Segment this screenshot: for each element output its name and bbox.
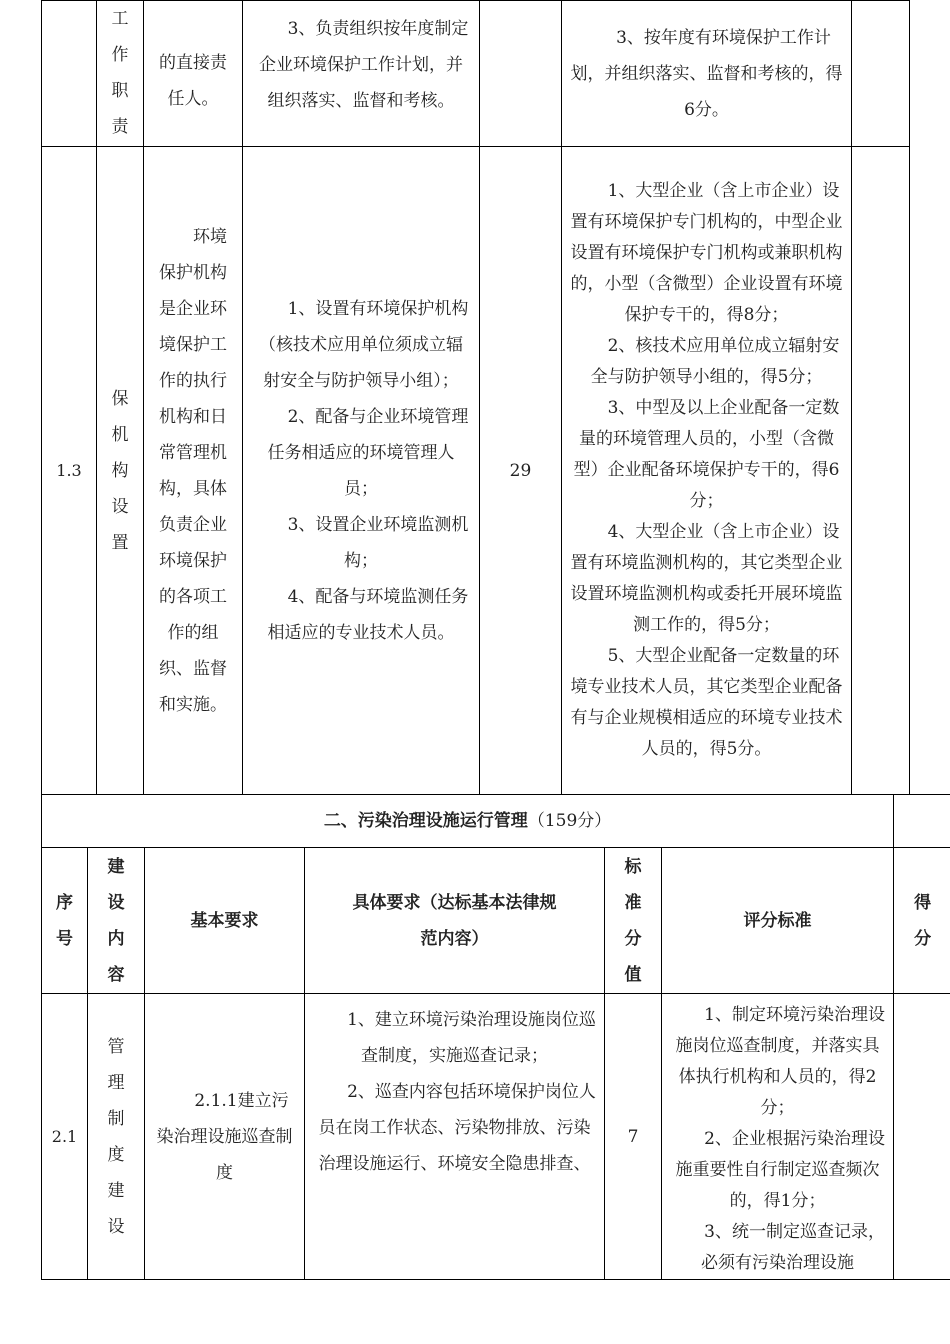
header-content-text: 建设内容 bbox=[107, 856, 125, 985]
content-cell bbox=[88, 994, 145, 1280]
basic-cell bbox=[144, 147, 243, 795]
basic-text: 环境保护机构是企业环境保护工作的执行机构和日常管理机构，具体负责企业环境保护的各项工作的组织、监督和实施。 bbox=[159, 226, 227, 715]
scoring-item: 3、中型及以上企业配备一定数量的环境管理人员的，小型（含微型）企业配备环境保护专干的，得6分； bbox=[573, 398, 840, 511]
row-index: 2.1 bbox=[51, 1126, 78, 1146]
table-row bbox=[42, 994, 950, 1280]
header-content bbox=[88, 848, 145, 994]
basic-cell bbox=[144, 1, 243, 147]
table-row bbox=[42, 1, 910, 147]
specific-cell bbox=[243, 147, 480, 795]
scoring-item: 1、大型企业（含上市企业）设置有环境保护专门机构的，中型企业设置有环境保护专门机构或兼职机构的，小型（含微型）企业设置有环境保护专干的，得8分； bbox=[570, 181, 843, 325]
score-cell bbox=[852, 147, 910, 795]
specific-item: 1、设置有环境保护机构（核技术应用单位须成立辐射安全与防护领导小组）； bbox=[259, 298, 469, 391]
section-title-cell bbox=[42, 795, 894, 848]
basic-text: 2.1.1建立污染治理设施巡查制度 bbox=[156, 1090, 293, 1183]
header-score bbox=[894, 848, 950, 994]
index-cell bbox=[42, 1, 97, 147]
header-specific bbox=[305, 848, 605, 994]
scoring-item: 4、大型企业（含上市企业）设置有环境监测机构的，其它类型企业设置环境监测机构或委托开展环境监测工作的，得5分； bbox=[570, 522, 843, 635]
header-basic-text: 基本要求 bbox=[190, 910, 259, 931]
specific-cell bbox=[243, 1, 480, 147]
scoring-item: 1、制定环境污染治理设施岗位巡查制度，并落实具体执行机构和人员的，得2分； bbox=[675, 1005, 885, 1118]
specific-item: 2、巡查内容包括环境保护岗位人员在岗工作状态、污染物排放、污染治理设施运行、环境安全隐患排查、 bbox=[318, 1082, 596, 1174]
specific-cell bbox=[305, 994, 605, 1280]
points-cell bbox=[480, 1, 562, 147]
header-points bbox=[605, 848, 662, 994]
section-title-row bbox=[42, 795, 950, 848]
scoring-text: 3、按年度有环境保护工作计划，并组织落实、监督和考核的，得6分。 bbox=[570, 27, 843, 120]
header-index bbox=[42, 848, 88, 994]
basic-cell bbox=[145, 994, 305, 1280]
section-points: （159分） bbox=[527, 811, 612, 831]
points-cell bbox=[605, 994, 662, 1280]
header-points-text: 标准分值 bbox=[624, 856, 642, 985]
header-score-text: 得分 bbox=[914, 892, 932, 949]
scoring-item: 2、核技术应用单位成立辐射安全与防护领导小组的，得5分； bbox=[590, 336, 840, 387]
specific-text: 3、负责组织按年度制定企业环境保护工作计划，并组织落实、监督和考核。 bbox=[259, 19, 469, 111]
row-index: 1.3 bbox=[56, 460, 82, 480]
specific-item: 4、配备与环境监测任务相适应的专业技术人员。 bbox=[267, 586, 469, 643]
score-cell bbox=[894, 994, 950, 1280]
scoring-item: 2、企业根据污染治理设施重要性自行制定巡查频次的，得1分； bbox=[675, 1129, 885, 1211]
content-text: 保机构设置 bbox=[111, 388, 129, 553]
scoring-item: 3、统一制定巡查记录，必须有污染治理设施 bbox=[701, 1222, 885, 1273]
header-scoring-text: 评分标准 bbox=[743, 910, 812, 931]
points-cell bbox=[480, 147, 562, 795]
content-cell bbox=[97, 1, 144, 147]
specific-item: 1、建立环境污染治理设施岗位巡查制度，实施巡查记录； bbox=[347, 1010, 596, 1066]
specific-item: 2、配备与企业环境管理任务相适应的环境管理人员； bbox=[267, 406, 469, 499]
header-scoring bbox=[662, 848, 894, 994]
score-cell bbox=[852, 1, 910, 147]
scoring-cell bbox=[562, 147, 852, 795]
header-row bbox=[42, 848, 950, 994]
content-cell bbox=[97, 147, 144, 795]
points-value: 7 bbox=[627, 1126, 639, 1147]
table-row bbox=[42, 147, 910, 795]
content-text: 工作职责 bbox=[111, 9, 129, 137]
content-text: 管理制度建设 bbox=[107, 1036, 125, 1237]
scoring-cell bbox=[562, 1, 852, 147]
scoring-item: 5、大型企业配备一定数量的环境专业技术人员，其它类型企业配备有与企业规模相适应的环境专业技术人员的，得5分。 bbox=[570, 646, 843, 759]
specific-item: 3、设置企业环境监测机构； bbox=[287, 514, 469, 571]
section-title: 二、污染治理设施运行管理 bbox=[323, 811, 528, 831]
score-cell bbox=[894, 795, 950, 848]
index-cell bbox=[42, 147, 97, 795]
header-index-text: 序号 bbox=[56, 892, 73, 949]
requirements-table-part2 bbox=[41, 794, 950, 1280]
points-value: 29 bbox=[509, 460, 532, 481]
index-cell bbox=[42, 994, 88, 1280]
scoring-cell bbox=[662, 994, 894, 1280]
header-specific-text: 具体要求（达标基本法律规范内容） bbox=[352, 892, 557, 949]
requirements-table-part1 bbox=[41, 0, 910, 795]
basic-text: 的直接责任人。 bbox=[159, 53, 227, 109]
header-basic bbox=[145, 848, 305, 994]
